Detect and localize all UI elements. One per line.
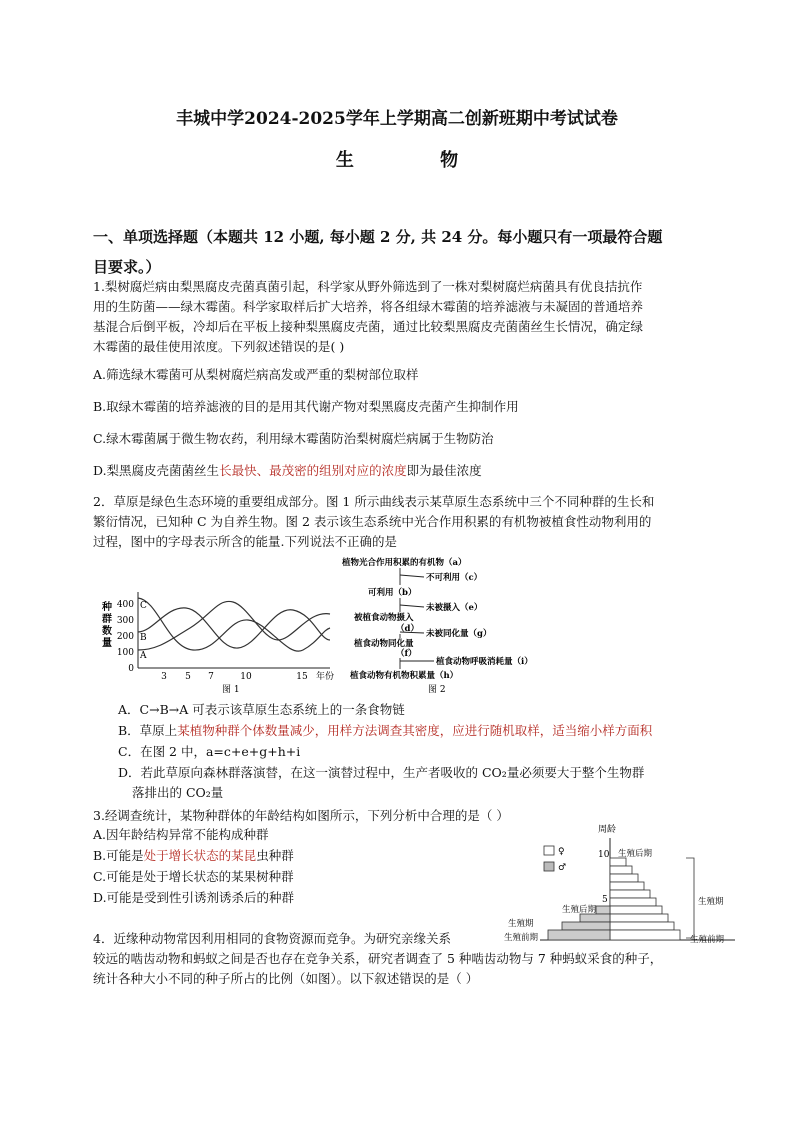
q3-option-c: C.可能是处于增长状态的某果树种群	[93, 869, 294, 884]
fig2-node-c: 不可利用（c）	[426, 573, 483, 583]
fig1-xtick: 3	[161, 672, 167, 682]
legend-female-label: ♀	[558, 847, 565, 857]
fig1-xtick: 5	[185, 672, 191, 682]
section-heading-line2: 目要求。）	[93, 258, 161, 276]
section-heading-line1: 一、单项选择题（本题共 12 小题, 每小题 2 分, 共 24 分。每小题只有一项最符合题	[93, 228, 663, 246]
q2-option-c: C．在图 2 中，a=c+e+g+h+i	[118, 744, 301, 759]
pyramid-label-pre-right: 生殖前期	[690, 935, 725, 945]
q4-stem-line: 统计各种大小不同的种子所占的比例（如图）。以下叙述错误的是（ ）	[93, 971, 479, 986]
fig1-xtick: 15	[296, 672, 308, 682]
q1-stem	[93, 277, 713, 357]
q1-option-b: B.取绿木霉菌的培养滤液的目的是用其代谢产物对梨黑腐皮壳菌产生抑制作用	[93, 399, 519, 414]
q2-option-d	[118, 763, 718, 803]
pyramid-bars-right	[610, 858, 680, 940]
q3-option-b-tail: 虫种群	[256, 848, 294, 863]
q2-figure-1	[98, 588, 348, 698]
q1-stem-line: 基混合后倒平板，冷却后在平板上接种梨黑腐皮壳菌，通过比较梨黑腐皮壳菌菌丝生长情况，确定绿	[93, 319, 644, 334]
fig1-xtick: 7	[208, 672, 214, 682]
fig1-caption: 图 1	[222, 685, 240, 695]
fig1-curve-a	[138, 601, 330, 650]
q1-option-a: A.筛选绿木霉菌可从梨树腐烂病高发或严重的梨树部位取样	[93, 367, 419, 382]
q2-option-d-line2: 落排出的 CO₂量	[132, 785, 224, 800]
pyramid-ylabel: 周龄	[598, 825, 617, 835]
q1-option-c: C.绿木霉菌属于微生物农药，利用绿木霉菌防治梨树腐烂病属于生物防治	[93, 431, 494, 446]
pyramid-bracket-right	[686, 858, 694, 938]
q2-stem-line: 2．草原是绿色生态环境的重要组成部分。图 1 所示曲线表示某草原生态系统中三个不同种群的生长和	[93, 494, 655, 509]
fig1-ytick: 300	[116, 616, 134, 626]
q2-stem-line: 繁衍情况，已知种 C 为自养生物。图 2 表示该生态系统中光合作用积累的有机物被植食性动物利用的	[93, 514, 652, 529]
pyramid-tick-5: 5	[602, 895, 608, 905]
fig2-node-g: 未被同化量（g）	[426, 629, 492, 639]
q2-option-d-line1: D．若此草原向森林群落演替，在这一演替过程中，生产者吸收的 CO₂量必须要大于整个生物群	[118, 765, 645, 780]
q4-stem-line: 4．近缘种动物常因利用相同的食物资源而竞争。为研究亲缘关系	[93, 931, 451, 946]
q3-option-b	[93, 846, 294, 866]
q2-option-b-highlight: 某植物种群个体数量减少，用样方法调查其密度，应进行随机取样，适当缩小样方面积	[177, 723, 653, 738]
subject-title: 生 物	[335, 150, 499, 171]
pyramid-label-mid-left: 生殖期	[508, 919, 534, 929]
pyramid-label-mid-right: 生殖期	[698, 897, 724, 907]
fig2-node-f: 植食动物同化量	[354, 639, 414, 649]
legend-male-swatch	[544, 862, 554, 871]
q3-option-d: D.可能是受到性引诱剂诱杀后的种群	[93, 890, 295, 905]
fig1-ylabel-char: 种	[102, 602, 112, 613]
pyramid-tick-10: 10	[598, 850, 610, 860]
section-heading	[93, 222, 713, 282]
page-title: 丰城中学2024-2025学年上学期高二创新班期中考试试卷	[176, 109, 618, 129]
fig2-node-d: 被植食动物摄入	[354, 613, 414, 623]
fig1-ytick: 200	[116, 632, 134, 642]
legend-female-swatch	[544, 846, 554, 855]
q1-stem-line: 木霉菌的最佳使用浓度。下列叙述错误的是( )	[93, 339, 345, 354]
fig2-node-a: 植物光合作用积累的有机物（a）	[342, 558, 467, 568]
pyramid-label-post-left: 生殖后期	[562, 905, 597, 915]
fig1-ytick: 0	[128, 664, 134, 674]
q2-stem	[93, 492, 713, 552]
q4-stem	[93, 929, 718, 989]
q1-option-d-highlight: 长最快、最茂密的组别对应的浓度	[219, 463, 407, 478]
q2-stem-line: 过程，图中的字母表示所含的能量.下列说法不正确的是	[93, 534, 397, 549]
q1-option-d-tail: 即为最佳浓度	[406, 463, 482, 478]
fig2-node-i: 植食动物呼吸消耗量（i）	[436, 657, 533, 667]
q3-option-a: A.因年龄结构异常不能构成种群	[93, 827, 269, 842]
q1-option-d-text: D.梨黑腐皮壳菌菌丝生	[93, 463, 220, 478]
fig1-series-label-b: B	[140, 633, 147, 643]
legend-male-label: ♂	[558, 863, 567, 873]
fig2-node-e: 未被摄入（e）	[426, 603, 483, 613]
fig1-ytick: 100	[116, 648, 134, 658]
q3-stem: 3.经调查统计，某物种群体的年龄结构如图所示，下列分析中合理的是（ ）	[93, 808, 509, 823]
q2-figure-2	[340, 552, 540, 698]
fig1-xlabel: 年份	[316, 672, 335, 682]
q3-option-b-highlight: 处于增长状态的某昆	[143, 848, 257, 863]
fig2-node-b: 可利用（b）	[368, 588, 417, 598]
fig2-node-d-symbol: （d）	[396, 624, 419, 634]
pyramid-label-post: 生殖后期	[618, 849, 653, 859]
fig1-ylabel-char: 数	[102, 626, 112, 637]
fig2-node-h: 植食动物有机物积累量（h）	[350, 671, 459, 681]
q1-option-d	[93, 461, 482, 481]
fig1-ylabel-char: 量	[102, 638, 112, 649]
fig1-curve-c	[138, 598, 330, 651]
fig2-caption: 图 2	[428, 685, 446, 695]
fig1-ytick: 400	[116, 600, 134, 610]
q4-stem-line: 较远的啮齿动物和蚂蚁之间是否也存在竞争关系，研究者调查了 5 种啮齿动物与 7 种蚂蚁采食的种子，	[93, 951, 663, 966]
fig1-xtick: 10	[240, 672, 252, 682]
q2-option-a: A．C→B→A 可表示该草原生态系统上的一条食物链	[118, 702, 405, 717]
q1-stem-line: 1.梨树腐烂病由梨黑腐皮壳菌真菌引起，科学家从野外筛选到了一株对梨树腐烂病菌具有优良拮抗作	[93, 279, 643, 294]
q2-option-b-text: B．草原上	[118, 723, 178, 738]
fig1-series-label-a: A	[140, 651, 147, 661]
q2-option-b	[118, 721, 652, 741]
pyramid-label-pre-left: 生殖前期	[504, 933, 539, 943]
q3-option-b-text: B.可能是	[93, 848, 144, 863]
fig1-ylabel-char: 群	[102, 614, 112, 625]
fig2-node-f-symbol: （f）	[396, 649, 417, 659]
fig1-series-label-c: C	[140, 601, 147, 611]
q1-stem-line: 用的生防菌——绿木霉菌。科学家取样后扩大培养，将各组绿木霉菌的培养滤液与未凝固的普通培养	[93, 299, 644, 314]
